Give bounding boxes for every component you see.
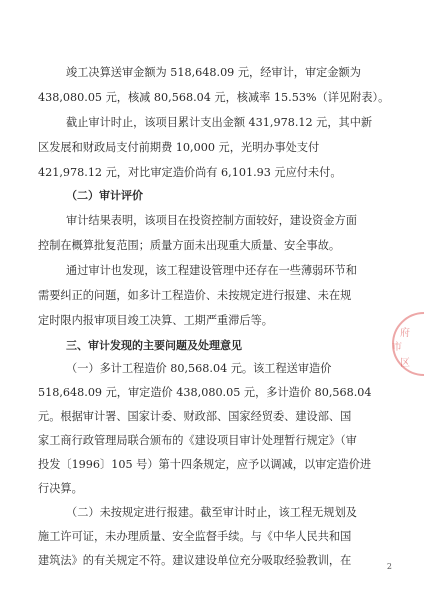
paragraph-line: 518,648.09 元，审定造价 438,080.05 元，多计造价 80,568.04 <box>38 386 372 399</box>
paragraph-line: 区发展和财政局支付前期费 10,000 元，光明办事处支付 <box>38 141 320 154</box>
paragraph-line: 竣工决算送审金额为 518,648.09 元，经审计，审定金额为 <box>66 66 361 79</box>
paragraph-line: 家工商行政管理局联合颁布的《建设项目审计处理暂行规定》（审 <box>38 434 357 447</box>
paragraph-line: 控制在概算批复范围；质量方面未出现重大质量、安全事故。 <box>38 239 341 252</box>
paragraph-line: 元。根据审计署、国家计委、财政部、国家经贸委、建设部、国 <box>38 410 352 423</box>
paragraph-line: 定时限内报审项目竣工决算、工期严重滞后等。 <box>38 314 273 327</box>
paragraph-line: 建筑法》的有关规定不符。建议建设单位充分吸取经验教训，在 <box>38 554 352 567</box>
paragraph-line: 截止审计时止，该项目累计支出金额 431,978.12 元，其中新 <box>66 116 373 129</box>
paragraph-line: 投发〔1996〕105 号）第十四条规定，应予以调减，以审定造价进 <box>38 458 372 471</box>
section-heading: （二）审计评价 <box>66 189 143 202</box>
stamp-glyph: 区 <box>400 358 410 369</box>
seal-stamp <box>392 312 424 376</box>
paragraph-line: 行决算。 <box>38 482 83 495</box>
paragraph-line: 438,080.05 元，核减 80,568.04 元，核减率 15.53%（详见附表）。 <box>38 91 390 104</box>
page-number: 2 <box>386 562 392 571</box>
section-heading: 三、审计发现的主要问题及处理意见 <box>66 339 242 352</box>
paragraph-line: 421,978.12 元，对比审定造价尚有 6,101.93 元应付未付。 <box>38 166 342 179</box>
paragraph-line: 施工许可证，未办理质量、安全监督手续。与《中华人民共和国 <box>38 530 352 543</box>
paragraph-line: 通过审计也发现，该工程建设管理中还存在一些薄弱环节和 <box>66 264 357 277</box>
paragraph-line: （二）未按规定进行报建。截至审计时止，该工程无规划及 <box>66 506 357 519</box>
paragraph-line: （一）多计工程造价 80,568.04 元。该工程送审造价 <box>66 362 332 375</box>
paragraph-line: 需要纠正的问题，如多计工程造价、未按规定进行报建、未在规 <box>38 289 352 302</box>
stamp-glyph: 市 <box>392 342 402 353</box>
stamp-glyph: 府 <box>400 328 410 339</box>
paragraph-line: 审计结果表明，该项目在投资控制方面较好，建设资金方面 <box>66 214 357 227</box>
